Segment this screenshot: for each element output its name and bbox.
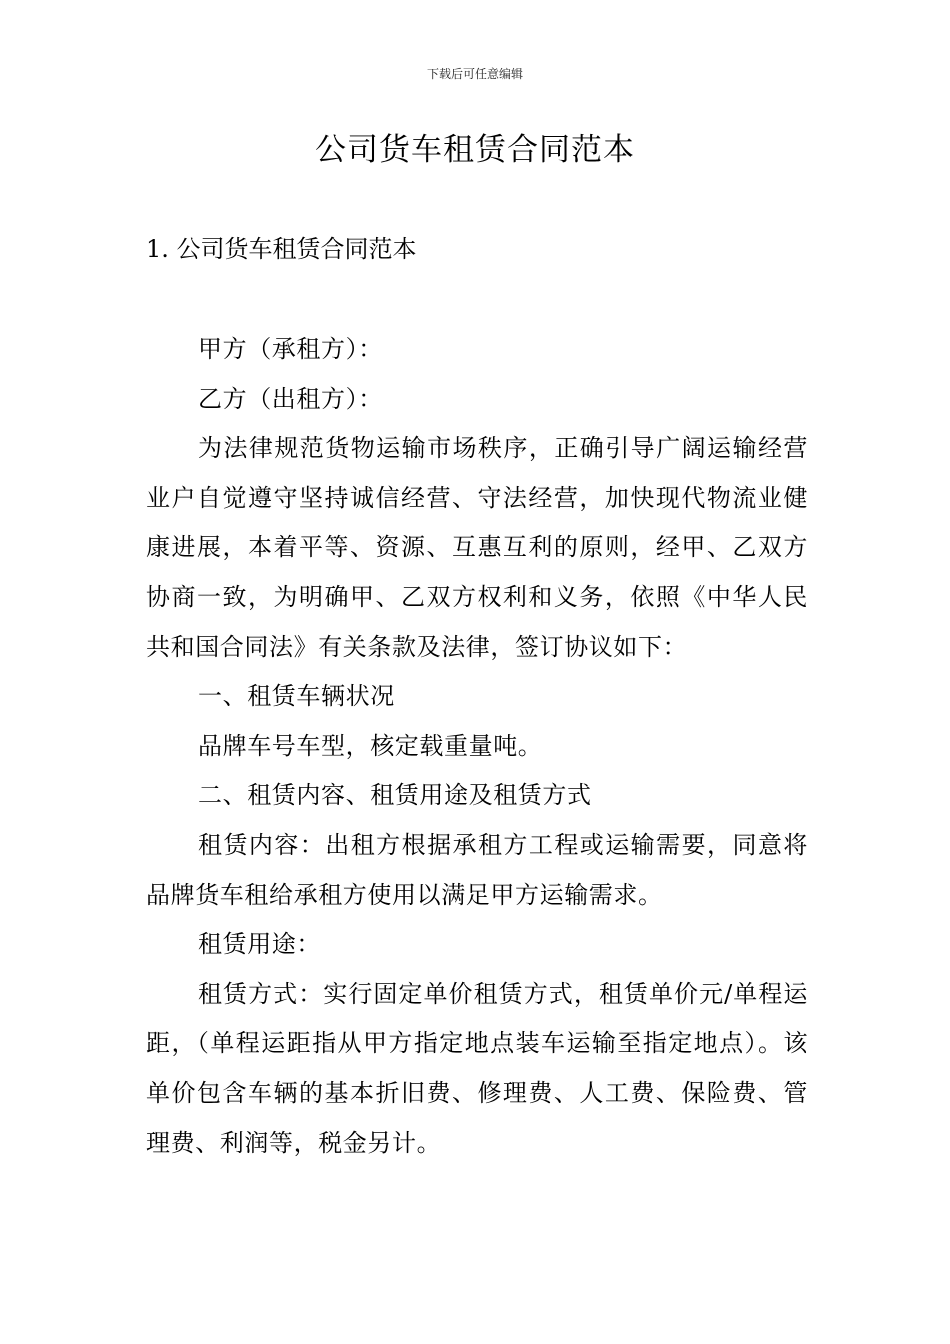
preamble-paragraph: 为法律规范货物运输市场秩序，正确引导广阔运输经营业户自觉遵守坚持诚信经营、守法经营，加快现代物流业健康进展，本着平等、资源、互惠互利的原则，经甲、乙双方协商一致，为明确甲、乙双方权利和义务，依照《中华人民共和国合同法》有关条款及法律，签订协议如下： — [146, 434, 808, 661]
clause-heading-vehicle: 一、租赁车辆状况 — [198, 682, 395, 711]
lease-method-paragraph: 租赁方式：实行固定单价租赁方式，租赁单价元/单程运距，（单程运距指从甲方指定地点装车运输至指定地点）。该单价包含车辆的基本折旧费、修理费、人工费、保险费、管理费、利润等，税金另计。 — [146, 979, 808, 1157]
document-title: 公司货车租赁合同范本 — [315, 132, 635, 168]
party-b-line: 乙方（出租方）： — [198, 384, 383, 413]
clause-heading-lease: 二、租赁内容、租赁用途及租赁方式 — [198, 781, 592, 810]
section-heading: 1. 公司货车租赁合同范本 — [146, 235, 417, 263]
vehicle-details-paragraph: 品牌车号车型，核定载重量吨。 — [198, 731, 543, 760]
page-header-note: 下载后可任意编辑 — [426, 67, 523, 81]
lease-purpose-paragraph: 租赁用途： — [198, 930, 321, 959]
contract-body — [146, 325, 808, 1168]
lease-content-paragraph: 租赁内容：出租方根据承租方工程或运输需要，同意将品牌货车租给承租方使用以满足甲方运输需求。 — [146, 830, 808, 909]
party-a-line: 甲方（承租方）： — [198, 335, 383, 363]
